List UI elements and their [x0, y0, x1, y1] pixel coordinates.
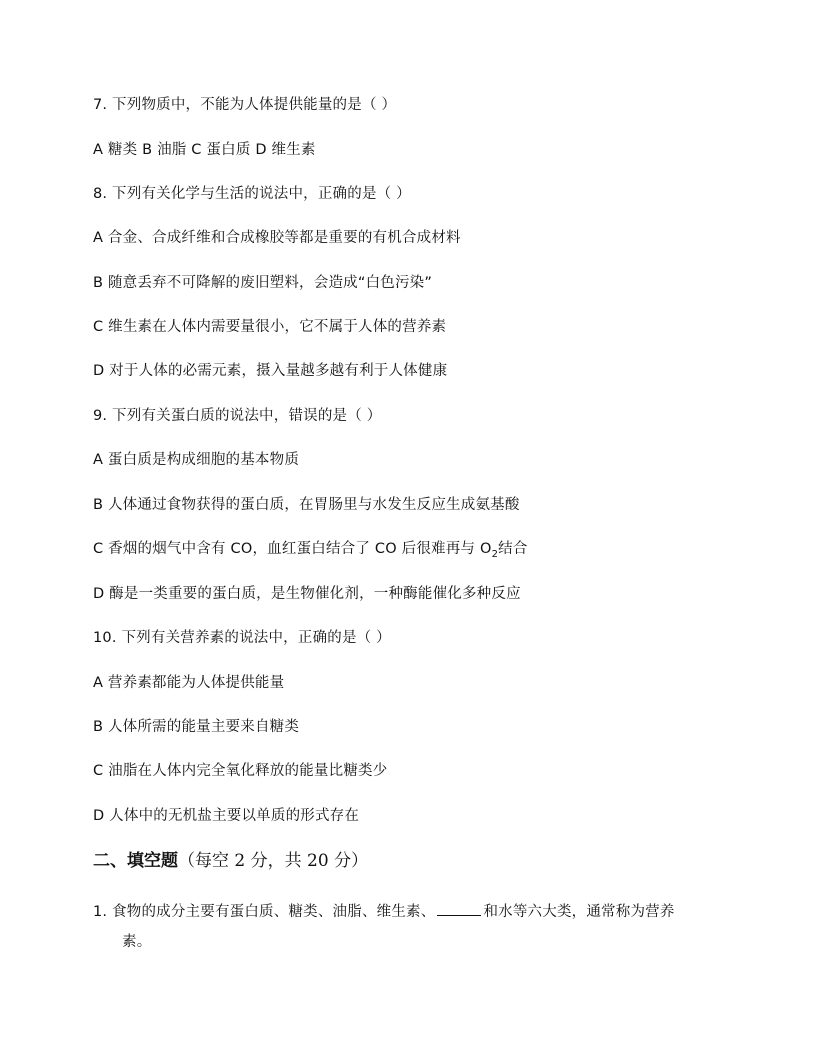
question-10-stem: 10. 下列有关营养素的说法中，正确的是（ ）: [93, 630, 391, 646]
question-7-options: A 糖类 B 油脂 C 蛋白质 D 维生素: [93, 142, 316, 158]
fill-question-1: [93, 901, 675, 922]
fill-question-1-text: 1. 食物的成分主要有蛋白质、糖类、油脂、维生素、: [93, 904, 436, 920]
fill-question-1-tail: 和水等六大类，通常称为营养: [483, 904, 675, 920]
oxygen-subscript: 2: [491, 548, 499, 560]
question-9-option-a: A 蛋白质是构成细胞的基本物质: [93, 452, 300, 468]
question-10-option-a: A 营养素都能为人体提供能量: [93, 675, 285, 691]
section-2-score-note: （每空 2 分，共 20 分）: [178, 851, 369, 871]
answer-blank[interactable]: [437, 901, 481, 916]
question-9-option-c-text: C 香烟的烟气中含有 CO，血红蛋白结合了 CO 后很难再与 O: [93, 541, 492, 557]
question-9-option-b: B 人体通过食物获得的蛋白质，在胃肠里与水发生反应生成氨基酸: [93, 497, 520, 513]
question-7-stem: 7. 下列物质中，不能为人体提供能量的是（ ）: [93, 97, 397, 113]
question-9-option-d: D 酶是一类重要的蛋白质，是生物催化剂，一种酶能催化多种反应: [93, 586, 521, 602]
question-10-option-c: C 油脂在人体内完全氧化释放的能量比糖类少: [93, 763, 388, 779]
question-8-option-a: A 合金、合成纤维和合成橡胶等都是重要的有机合成材料: [93, 230, 461, 246]
question-8-option-b: B 随意丢弃不可降解的废旧塑料，会造成“白色污染”: [93, 275, 433, 291]
question-10-option-b: B 人体所需的能量主要来自糖类: [93, 719, 300, 735]
question-10-option-d: D 人体中的无机盐主要以单质的形式存在: [93, 808, 360, 824]
question-8-option-c: C 维生素在人体内需要量很小，它不属于人体的营养素: [93, 319, 447, 335]
fill-question-1-continuation: 素。: [122, 934, 152, 950]
question-9-option-c: [93, 539, 528, 559]
question-8-stem: 8. 下列有关化学与生活的说法中，正确的是（ ）: [93, 186, 411, 202]
section-2-heading: [93, 850, 368, 872]
question-9-option-c-tail: 结合: [498, 541, 528, 557]
question-9-stem: 9. 下列有关蛋白质的说法中，错误的是（ ）: [93, 408, 382, 424]
section-2-title: 二、填空题: [93, 851, 178, 871]
question-8-option-d: D 对于人体的必需元素，摄入量越多越有利于人体健康: [93, 363, 448, 379]
